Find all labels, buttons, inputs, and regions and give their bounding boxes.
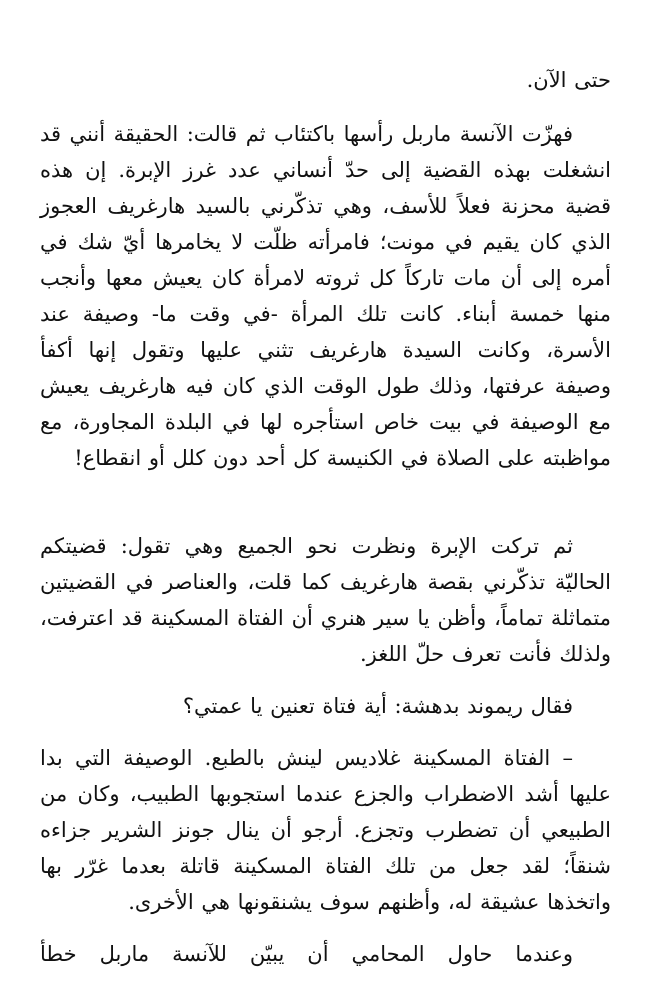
book-page [40,0,611,1000]
paragraph-5: – الفتاة المسكينة غلاديس لينش بالطبع. الوصيفة التي بدا عليها أشد الاضطراب والجزع عندما استجوبها الطبيب، وكان من الطبيعي أن تضطرب وتجزع. أرجو أن ينال جونز الشرير جزاءه شنقاً؛ لقد جعل من تلك الفتاة المسكينة قاتلة بعدما غرّر بها واتخذها عشيقة له، وأظنهم سوف يشنقونها هي الأخرى. [40,746,611,914]
paragraph-4: فقال ريموند بدهشة: أية فتاة تعنين يا عمتي؟ [182,694,573,718]
paragraph-3: ثم تركت الإبرة ونظرت نحو الجميع وهي تقول: قضيتكم الحاليّة تذكّرني بقصة هارغريف كما قلت، والعناصر في القضيتين متماثلة تماماً، وأظن يا سير هنري أن الفتاة المسكينة قد اعترفت، ولذلك فأنت تعرف حلّ اللغز. [40,534,611,666]
paragraph-1: حتى الآن. [526,68,611,92]
paragraph-2: فهزّت الآنسة ماربل رأسها باكتئاب ثم قالت: الحقيقة أنني قد انشغلت بهذه القضية إلى حدّ أنساني عدد غرز الإبرة. إن هذه قضية محزنة فعلاً للأسف، وهي تذكّرني بالسيد هارغريف العجوز الذي كان يقيم في مونت؛ فامرأته ظلّت لا يخامرها أيّ شك في أمره إلى أن مات تاركاً كل ثروته لامرأة كان يعيش معها وأنجب منها خمسة أبناء. كانت تلك المرأة -في وقت ما- وصيفة عند الأسرة، وكانت السيدة هارغريف تثني عليها وتقول إنها أكفأ وصيفة عرفتها، وذلك طول الوقت الذي كان فيه هارغريف يعيش مع الوصيفة في بيت خاص استأجره لها في البلدة المجاورة، مع مواظبته على الصلاة في الكنيسة كل أحد دون كلل أو انقطاع! [40,122,611,470]
paragraph-6: وعندما حاول المحامي أن يبيّن للآنسة ماربل خطأ [40,942,573,966]
